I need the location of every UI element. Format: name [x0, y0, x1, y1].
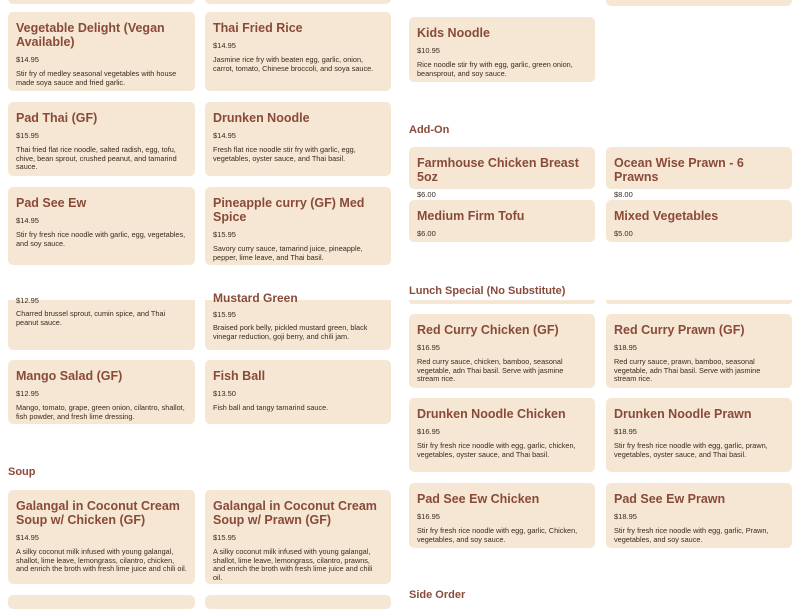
item-name: Medium Firm Tofu — [417, 209, 525, 223]
menu-card-drunken-noodle-prawn[interactable] — [606, 398, 792, 472]
item-name: Pad See Ew Prawn — [614, 492, 726, 506]
item-description: Jasmine rice fry with beaten egg, garlic, onion, carrot, tomato, Chinese broccoli, and soya sauce. — [213, 55, 374, 73]
menu-card-kids-noodle[interactable] — [409, 17, 595, 82]
item-description: Stir fry fresh rice noodle with egg, garlic, Chicken, vegetables, and soy sauce. — [417, 526, 578, 544]
item-description: Braised pork belly, pickled mustard green, black vinegar reduction, goji berry, and chili jam. — [213, 323, 368, 341]
item-price: $12.95 — [16, 389, 39, 398]
section-title-side-order: Side Order — [409, 589, 466, 601]
item-name: Mustard Green — [213, 291, 298, 305]
menu-card-partial[interactable] — [409, 300, 595, 304]
item-name: Farmhouse Chicken Breast 5oz — [417, 156, 579, 184]
item-description: Thai fried flat rice noodle, salted radish, egg, tofu, chive, bean sprout, crushed peanut, and tamarind sauce. — [16, 145, 177, 172]
menu-card-brussel-sprout[interactable] — [8, 296, 195, 350]
item-description: Red curry sauce, chicken, bamboo, seasonal vegetable, adn Thai basil. Serve with jasmine stream rice. — [417, 357, 564, 384]
item-price: $12.95 — [16, 296, 39, 305]
item-description: Red curry sauce, prawn, bamboo, seasonal vegetable, adn Thai basil. Serve with jasmine stream rice. — [614, 357, 761, 384]
menu-card-galangal-prawn[interactable] — [205, 490, 391, 584]
menu-card-partial[interactable] — [205, 0, 391, 4]
item-name: Vegetable Delight (Vegan Available) — [16, 21, 165, 49]
item-name: Mixed Vegetables — [614, 209, 719, 223]
item-name: Ocean Wise Prawn - 6 Prawns — [614, 156, 744, 184]
item-description: Rice noodle stir fry with egg, garlic, green onion, beansprout, and soy sauce. — [417, 60, 573, 78]
item-price: $5.00 — [614, 229, 633, 238]
item-price: $14.95 — [213, 131, 236, 140]
item-name: Galangal in Coconut Cream Soup w/ Prawn (GF) — [213, 499, 377, 527]
item-description: Stir fry of medley seasonal vegetables with house made soya sauce and fried garlic. — [16, 69, 177, 87]
item-name: Red Curry Chicken (GF) — [417, 323, 559, 337]
item-price: $14.95 — [16, 55, 39, 64]
item-price: $6.00 — [417, 229, 436, 238]
item-name: Pad Thai (GF) — [16, 111, 98, 125]
item-name: Galangal in Coconut Cream Soup w/ Chicken (GF) — [16, 499, 180, 527]
item-name: Thai Fried Rice — [213, 21, 303, 35]
item-name: Fish Ball — [213, 369, 266, 383]
item-name: Pad See Ew Chicken — [417, 492, 540, 506]
item-price: $16.95 — [417, 343, 440, 352]
menu-card-vegetable-delight[interactable] — [8, 12, 195, 91]
menu-card-pad-see-ew[interactable] — [8, 187, 195, 265]
item-price: $18.95 — [614, 427, 637, 436]
item-description: Mango, tomato, grape, green onion, cilantro, shallot, fish powder, and fresh lime dressing. — [16, 403, 185, 421]
item-description: Stir fry fresh rice noodle with egg, garlic, Prawn, vegetables, and soy sauce. — [614, 526, 769, 544]
item-price: $16.95 — [417, 512, 440, 521]
menu-card-mixed-vegetables[interactable] — [606, 200, 792, 242]
menu-card-partial[interactable] — [8, 0, 195, 4]
item-name: Drunken Noodle Chicken — [417, 407, 566, 421]
item-price: $14.95 — [16, 533, 39, 542]
item-name: Mango Salad (GF) — [16, 369, 123, 383]
menu-card-farmhouse-chicken[interactable] — [409, 147, 595, 199]
menu-card-drunken-noodle[interactable] — [205, 102, 391, 176]
item-price: $15.95 — [16, 131, 39, 140]
menu-card-galangal-chicken[interactable] — [8, 490, 195, 584]
menu-card-partial[interactable] — [606, 300, 792, 304]
menu-card-red-curry-prawn[interactable] — [606, 314, 792, 388]
item-price: $6.00 — [417, 190, 436, 199]
menu-card-ocean-wise-prawn[interactable] — [606, 147, 792, 199]
menu-card-thai-fried-rice[interactable] — [205, 12, 391, 91]
item-description: Fish ball and tangy tamarind sauce. — [213, 403, 329, 412]
menu-card-drunken-noodle-chicken[interactable] — [409, 398, 595, 472]
item-price: $13.50 — [213, 389, 236, 398]
item-price: $15.95 — [213, 230, 236, 239]
item-description: A silky coconut milk infused with young galangal, shallot, lime leave, lemongrass, cilantro, prawns, and enrich the broth with fresh lime juice and chili oil. — [213, 547, 373, 582]
item-price: $15.95 — [213, 533, 236, 542]
item-description: A silky coconut milk infused with young galangal, shallot, lime leave, lemongrass, cilantro, chicken, and enrich the broth with fresh lime juice and chili oil. — [16, 547, 187, 574]
item-description: Stir fry fresh rice noodle with garlic, egg, vegetables, and soy sauce. — [16, 230, 186, 248]
item-price: $18.95 — [614, 512, 637, 521]
item-description: Stir fry fresh rice noodle with egg, garlic, prawn, vegetables, oyster sauce, and Thai basil. — [614, 441, 768, 459]
item-price: $18.95 — [614, 343, 637, 352]
menu-card-medium-firm-tofu[interactable] — [409, 200, 595, 242]
item-price: $14.95 — [213, 41, 236, 50]
item-name: Red Curry Prawn (GF) — [614, 323, 745, 337]
menu-card-mango-salad[interactable] — [8, 360, 195, 424]
item-name: Kids Noodle — [417, 26, 490, 40]
section-title-lunch-special: Lunch Special (No Substitute) — [409, 285, 566, 297]
menu-card-pork-belly[interactable] — [205, 291, 391, 350]
menu-card-pad-thai[interactable] — [8, 102, 195, 176]
item-name: Pineapple curry (GF) Med Spice — [213, 196, 365, 224]
item-price: $16.95 — [417, 427, 440, 436]
item-description: Fresh flat rice noodle stir fry with garlic, egg, vegetables, oyster sauce, and Thai basil. — [213, 145, 356, 163]
menu-card-pineapple-curry[interactable] — [205, 187, 391, 265]
menu-card-fish-ball[interactable] — [205, 360, 391, 424]
item-price: $8.00 — [614, 190, 633, 199]
menu-card-pad-see-ew-chicken[interactable] — [409, 483, 595, 548]
item-price: $14.95 — [16, 216, 39, 225]
item-description: Stir fry fresh rice noodle with egg, garlic, chicken, vegetables, oyster sauce, and Thai basil. — [417, 441, 576, 459]
menu-card-partial[interactable] — [205, 595, 391, 609]
item-description: Savory curry sauce, tamarind juice, pineapple, pepper, lime leave, and Thai basil. — [213, 244, 363, 262]
menu-card-pad-see-ew-prawn[interactable] — [606, 483, 792, 548]
item-price: $10.95 — [417, 46, 440, 55]
item-name: Pad See Ew — [16, 196, 87, 210]
item-name: Drunken Noodle — [213, 111, 310, 125]
item-name: Drunken Noodle Prawn — [614, 407, 752, 421]
item-description: Charred brussel sprout, cumin spice, and Thai peanut sauce. — [16, 309, 166, 327]
section-title-soup: Soup — [8, 466, 36, 478]
section-title-add-on: Add-On — [409, 124, 450, 136]
item-price: $15.95 — [213, 310, 236, 319]
menu-card-red-curry-chicken[interactable] — [409, 314, 595, 388]
menu-card-partial[interactable] — [8, 595, 195, 609]
menu-card-partial[interactable] — [606, 0, 792, 6]
